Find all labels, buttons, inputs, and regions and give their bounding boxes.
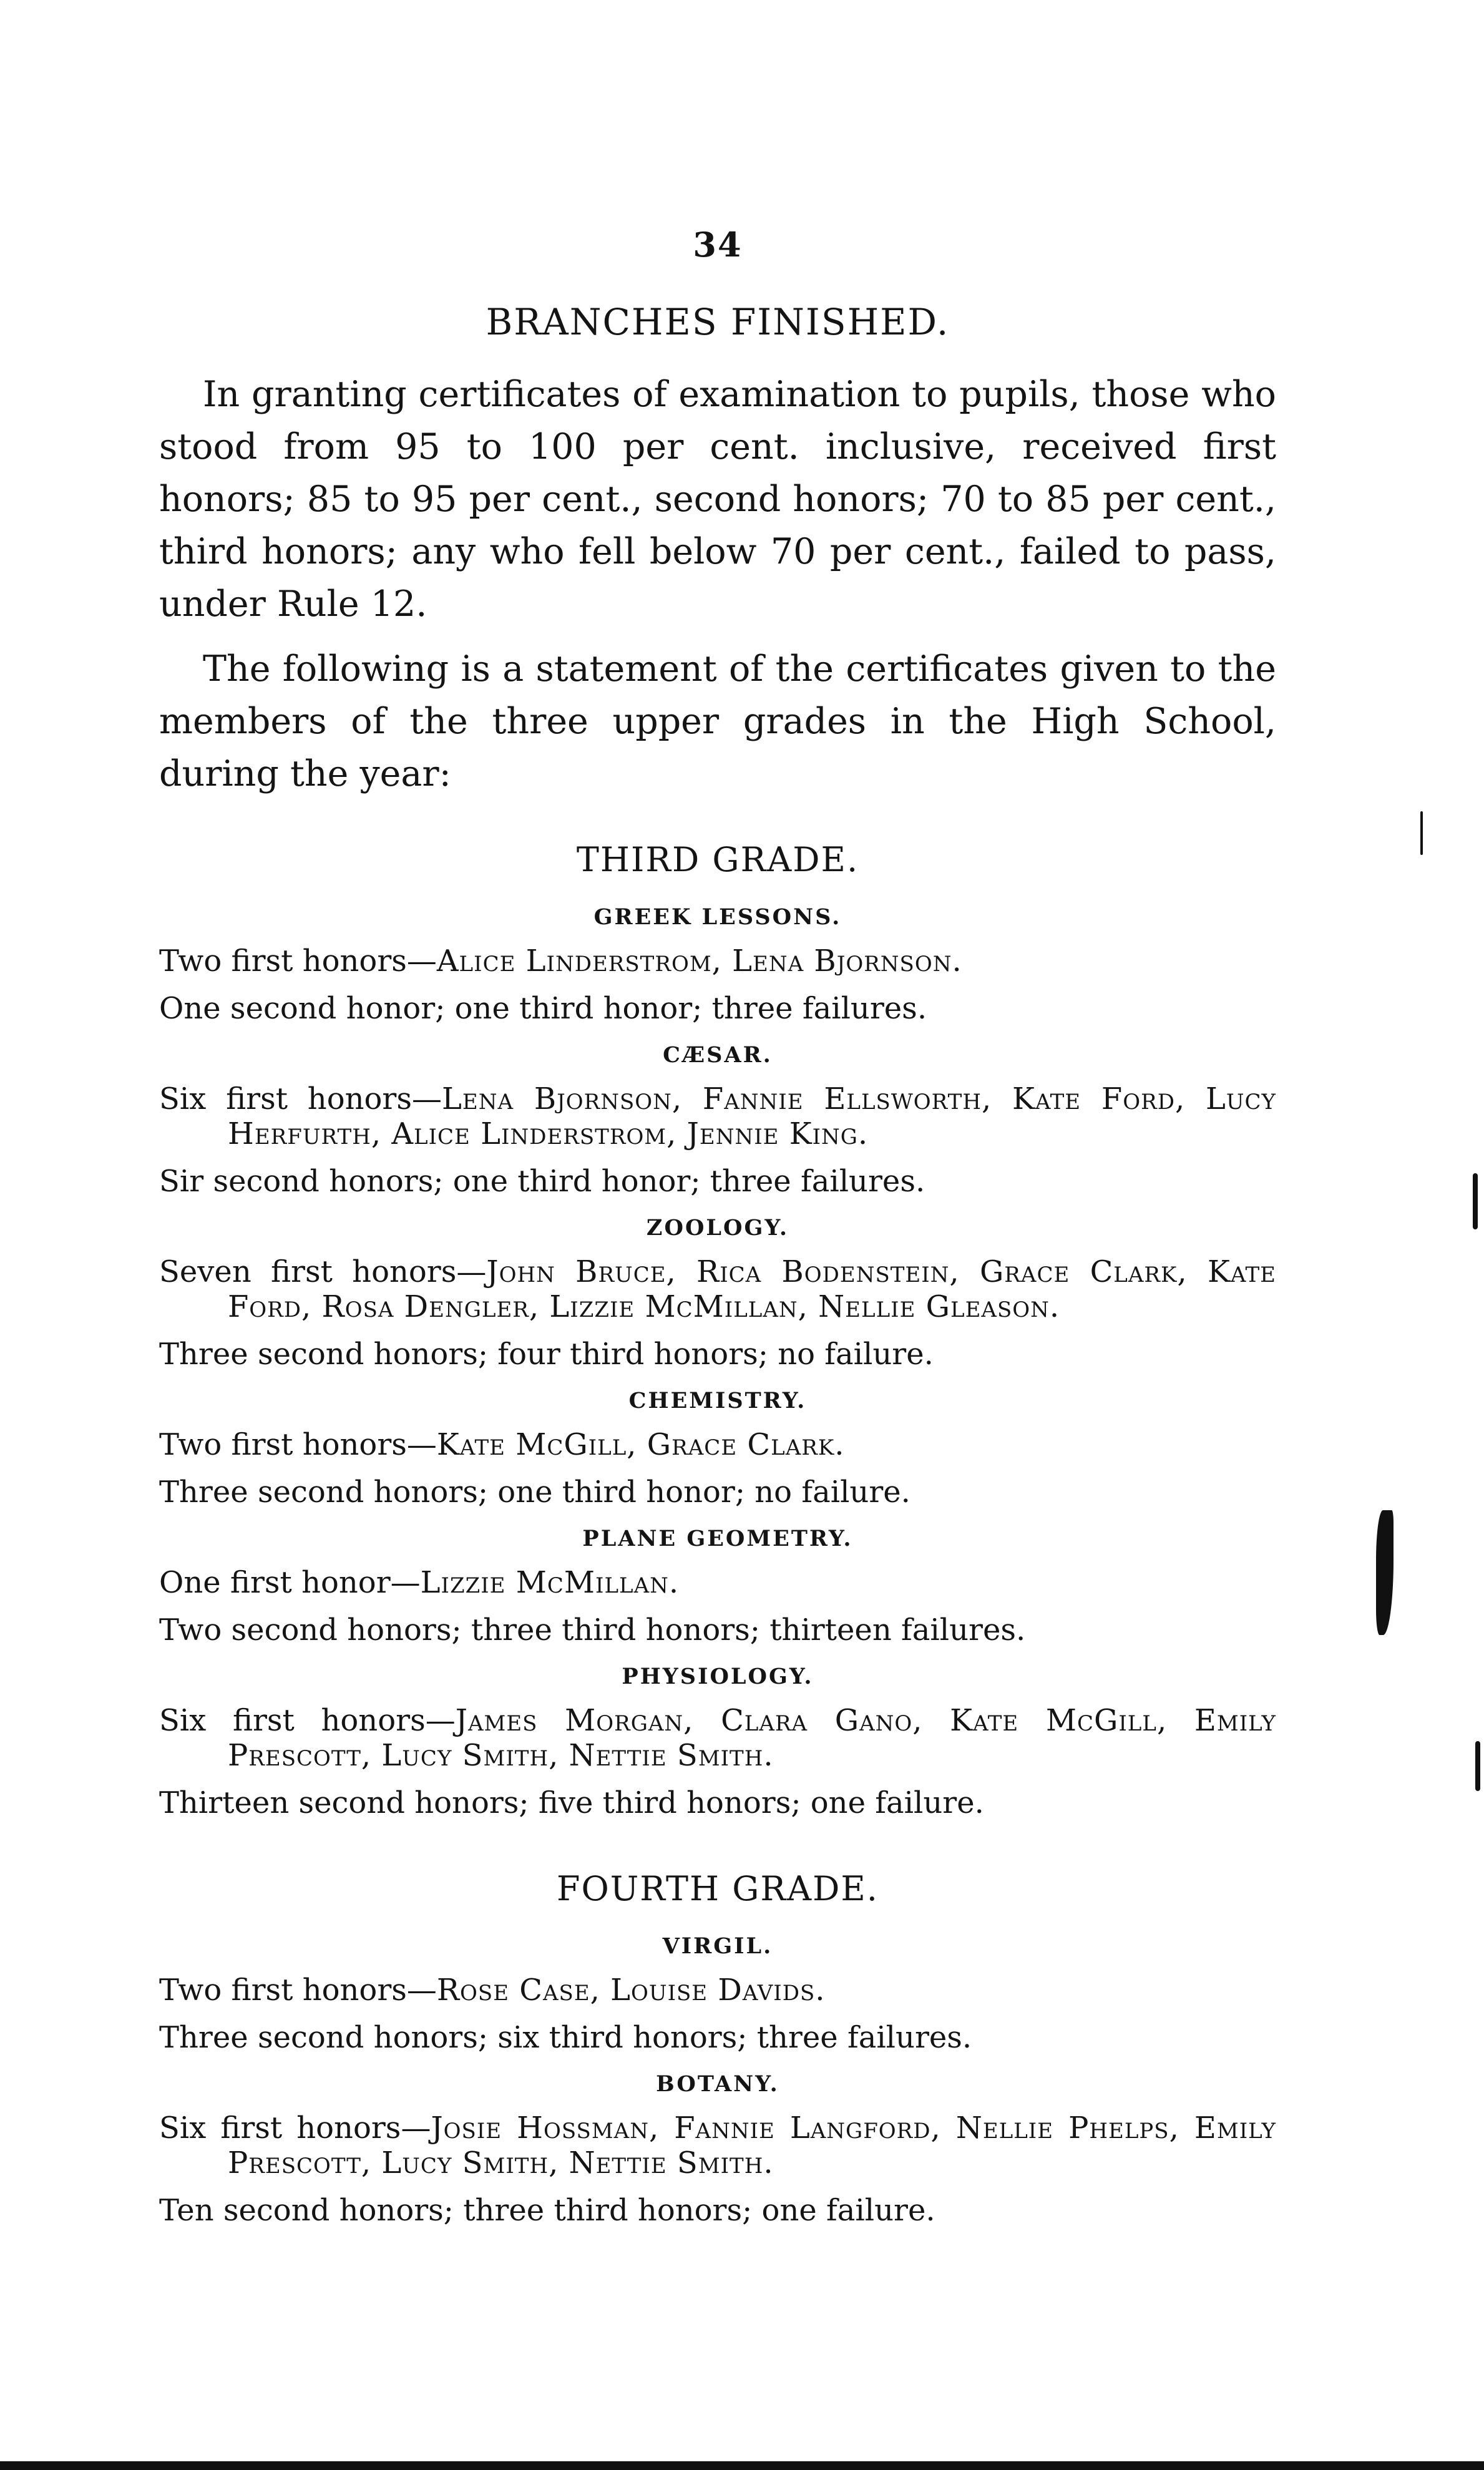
subject-heading: VIRGIL. bbox=[662, 1933, 773, 1959]
first-honors-names: James Morgan, Clara Gano, Kate McGill, Emily Prescott, Lucy Smith, Nettie Smith. bbox=[228, 1703, 1277, 1773]
scan-bottom-border bbox=[0, 2461, 1484, 2470]
honors-summary: Thirteen second honors; five third honors; one failure. bbox=[159, 1785, 984, 1820]
first-honors-count: Six first honors— bbox=[159, 1703, 456, 1738]
first-honors-names: Lizzie McMillan. bbox=[420, 1565, 680, 1600]
first-honors-line bbox=[159, 1081, 1276, 1151]
first-honors-line bbox=[159, 2111, 1276, 2180]
first-honors-count: Two first honors— bbox=[159, 1427, 437, 1462]
honors-summary: Three second honors; four third honors; no failure. bbox=[159, 1337, 934, 1372]
first-honors-count: Six first honors— bbox=[159, 1081, 442, 1116]
scan-edge-mark bbox=[1420, 811, 1423, 855]
subject-heading: GREEK LESSONS. bbox=[593, 904, 842, 930]
first-honors-count: Six first honors— bbox=[159, 2111, 431, 2145]
first-honors-names: John Bruce, Rica Bodenstein, Grace Clark, Kate Ford, Rosa Dengler, Lizzie McMillan, Nellie Gleason. bbox=[228, 1254, 1277, 1324]
honors-summary: Three second honors; six third honors; three failures. bbox=[159, 2020, 972, 2055]
first-honors-count: One first honor— bbox=[159, 1565, 421, 1600]
first-honors-names: Josie Hossman, Fannie Langford, Nellie Phelps, Emily Prescott, Lucy Smith, Nettie Smith. bbox=[228, 2111, 1276, 2180]
first-honors-names: Kate McGill, Grace Clark. bbox=[436, 1427, 845, 1462]
subject-heading: PLANE GEOMETRY. bbox=[582, 1526, 853, 1551]
grade-title-fourth: FOURTH GRADE. bbox=[557, 1869, 879, 1908]
first-honors-line bbox=[159, 1254, 1276, 1324]
statement-paragraph: The following is a statement of the certificates given to the members of the three upper grades in the High School, during the year: bbox=[159, 648, 1276, 794]
honors-summary: One second honor; one third honor; three failures. bbox=[159, 991, 927, 1026]
scan-edge-mark bbox=[1475, 1741, 1480, 1791]
honors-summary: Ten second honors; three third honors; one failure. bbox=[159, 2193, 935, 2228]
grade-title-third: THIRD GRADE. bbox=[576, 840, 859, 879]
first-honors-line bbox=[159, 1427, 1276, 1462]
subject-heading: PHYSIOLOGY. bbox=[622, 1664, 814, 1689]
subject-heading: BOTANY. bbox=[656, 2071, 779, 2097]
intro-paragraph: In granting certificates of examination to pupils, those who stood from 95 to 100 per cent. inclusive, received first honors; 85 to 95 per cent., second honors; 70 to 85 per cent., third honors; any who fell below 70 per cent., failed to pass, under Rule 12. bbox=[159, 374, 1276, 625]
first-honors-line bbox=[159, 944, 1276, 979]
first-honors-line bbox=[159, 1973, 1276, 2008]
first-honors-count: Two first honors— bbox=[159, 1973, 437, 2008]
first-honors-names: Alice Linderstrom, Lena Bjornson. bbox=[436, 944, 962, 979]
honors-summary: Three second honors; one third honor; no failure. bbox=[159, 1475, 910, 1510]
first-honors-count: Seven first honors— bbox=[159, 1254, 487, 1289]
honors-summary: Two second honors; three third honors; thirteen failures. bbox=[159, 1613, 1026, 1647]
page-number: 34 bbox=[693, 225, 743, 265]
subject-heading: ZOOLOGY. bbox=[646, 1215, 789, 1241]
subject-heading: CHEMISTRY. bbox=[628, 1388, 807, 1413]
subject-heading: CÆSAR. bbox=[663, 1042, 773, 1068]
first-honors-line bbox=[159, 1703, 1276, 1773]
section-title: BRANCHES FINISHED. bbox=[486, 301, 950, 343]
first-honors-names: Rose Case, Louise Davids. bbox=[436, 1973, 826, 2008]
honors-summary: Sir second honors; one third honor; three failures. bbox=[159, 1164, 925, 1199]
scan-edge-mark bbox=[1376, 1510, 1394, 1635]
first-honors-line bbox=[159, 1565, 1276, 1600]
first-honors-names: Lena Bjornson, Fannie Ellsworth, Kate Ford, Lucy Herfurth, Alice Linderstrom, Jennie King. bbox=[228, 1081, 1277, 1151]
document-page bbox=[159, 225, 1276, 2240]
scan-edge-mark bbox=[1473, 1173, 1478, 1229]
first-honors-count: Two first honors— bbox=[159, 944, 437, 979]
